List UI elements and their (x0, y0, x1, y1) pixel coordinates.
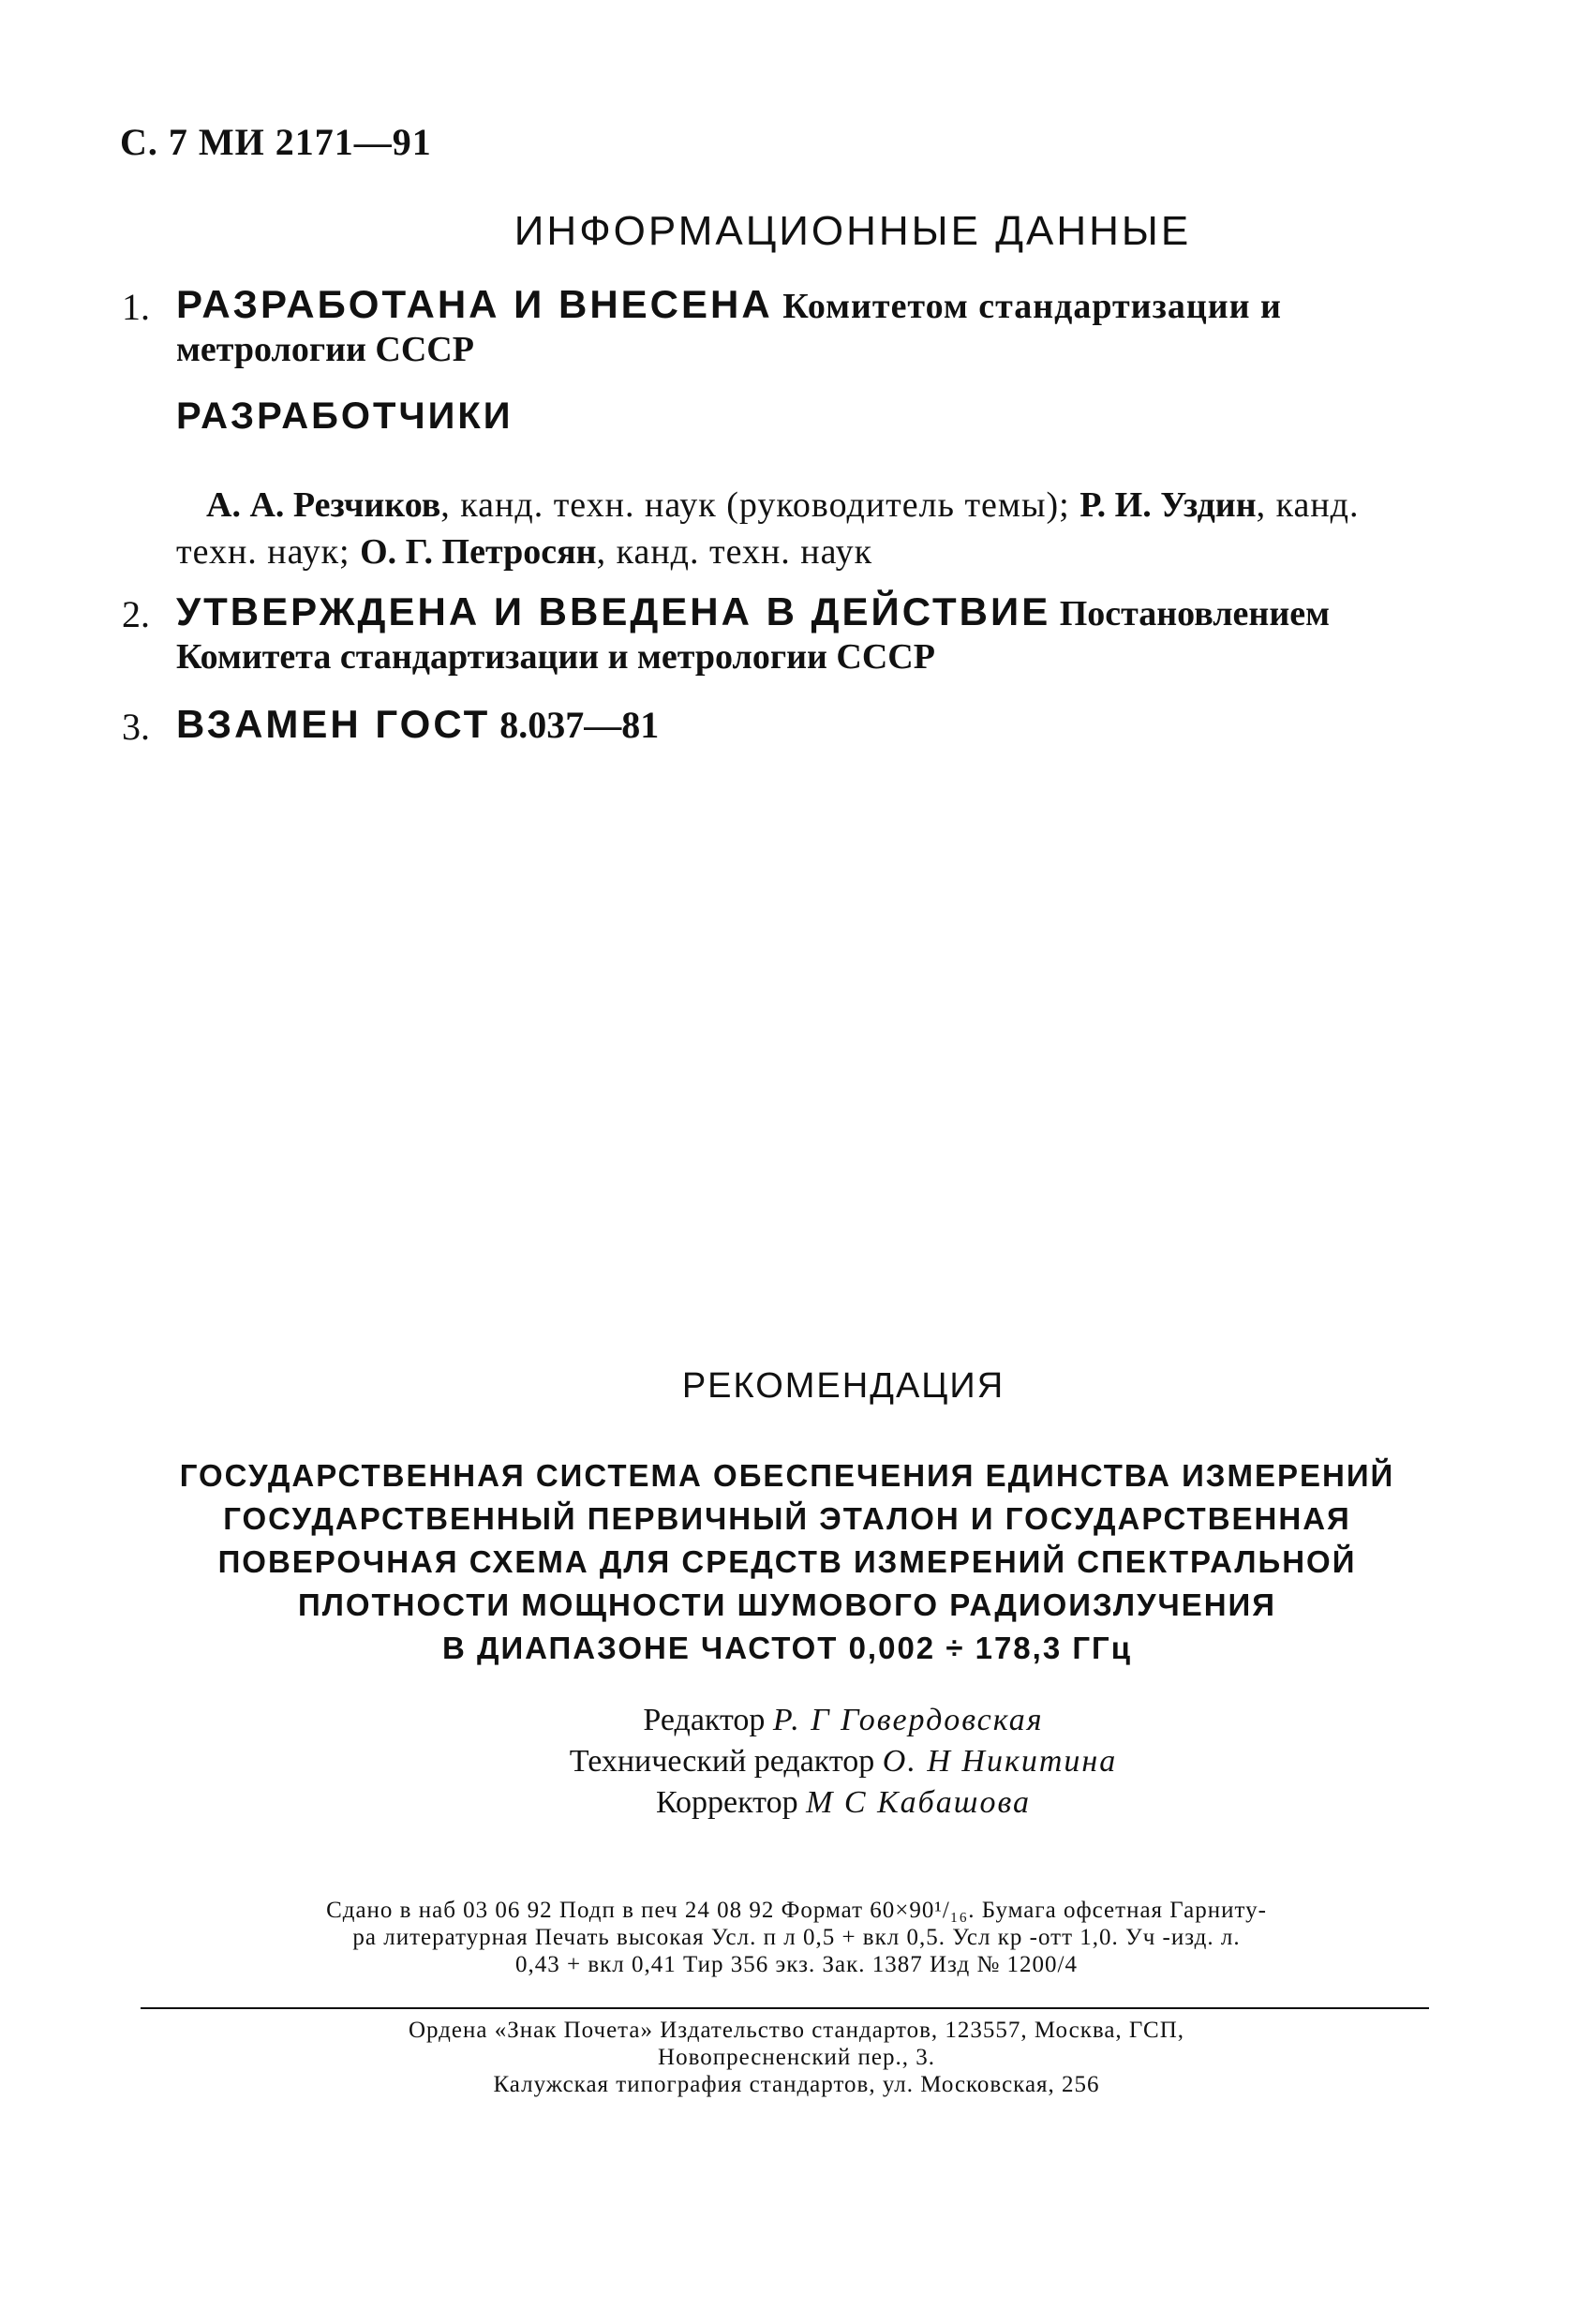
credit-name: М С Кабашова (806, 1785, 1031, 1820)
item-2-caps: УТВЕРЖДЕНА И ВВЕДЕНА В ДЕЙСТВИЕ (176, 589, 1051, 633)
imprint (141, 1897, 1452, 1978)
item-1-text-a: Комитетом стандартизации и (772, 287, 1282, 326)
recommendation-line: В ДИАПАЗОНЕ ЧАСТОТ 0,002 ÷ 178,3 ГГц (441, 1631, 1133, 1665)
item-1-number: 1. (122, 286, 150, 328)
item-2-text-a: Постановлением (1050, 594, 1330, 633)
publisher-line: Новопресненский пер., 3. (658, 2045, 935, 2070)
developer-3-name: О. Г. Петросян (360, 532, 597, 572)
item-1-text (176, 283, 1432, 371)
developers-list (176, 482, 1432, 575)
divider-rule (141, 2007, 1429, 2009)
developer-2-role: , канд. техн. наук; (176, 485, 1360, 572)
recommendation-line: ГОСУДАРСТВЕННЫЙ ПЕРВИЧНЫЙ ЭТАЛОН И ГОСУДАРСТВЕННАЯ (223, 1501, 1351, 1536)
credit-role: Технический редактор (569, 1744, 883, 1779)
recommendation-line: ПОВЕРОЧНАЯ СХЕМА ДЛЯ СРЕДСТВ ИЗМЕРЕНИЙ СПЕКТРАЛЬНОЙ (217, 1544, 1357, 1579)
credits (0, 1700, 1593, 1824)
item-2-number: 2. (122, 593, 150, 635)
developer-1-name: А. А. Резчиков (206, 485, 441, 525)
credit-tech-editor (94, 1741, 1593, 1782)
imprint-line: 0,43 + вкл 0,41 Тир 356 экз. Зак. 1387 Изд № 1200/4 (515, 1952, 1078, 1977)
recommendation-title: РЕКОМЕНДАЦИЯ (681, 1366, 1005, 1406)
info-data-title: ИНФОРМАЦИОННЫЕ ДАННЫЕ (514, 208, 1192, 254)
item-1-caps: РАЗРАБОТАНА И ВНЕСЕНА (176, 282, 773, 326)
recommendation-line: ПЛОТНОСТИ МОЩНОСТИ ШУМОВОГО РАДИОИЗЛУЧЕНИЯ (297, 1587, 1276, 1622)
publisher-line: Калужская типография стандартов, ул. Московская, 256 (493, 2072, 1100, 2097)
item-1-text-b: метрологии СССР (176, 330, 474, 369)
publisher-info (141, 2017, 1452, 2098)
credit-name: Р. Г Говердовская (772, 1703, 1044, 1737)
developer-1-role: , канд. техн. наук (руководитель темы); (440, 485, 1080, 525)
imprint-line: ра литературная Печать высокая Усл. п л 0,5 + вкл 0,5. Усл кр -отт 1,0. Уч -изд. л. (352, 1925, 1241, 1950)
recommendation-line: ГОСУДАРСТВЕННАЯ СИСТЕМА ОБЕСПЕЧЕНИЯ ЕДИНСТВА ИЗМЕРЕНИЙ (179, 1458, 1395, 1493)
publisher-line: Ордена «Знак Почета» Издательство стандартов, 123557, Москва, ГСП, (408, 2018, 1185, 2043)
credit-role: Корректор (656, 1785, 807, 1820)
page-number: С. 7 МИ 2171—91 (120, 121, 432, 163)
credit-name: О. Н Никитина (882, 1744, 1118, 1779)
recommendation-body (131, 1454, 1443, 1670)
credit-role: Редактор (643, 1703, 773, 1737)
item-2-text (176, 590, 1432, 678)
imprint-line: Сдано в наб 03 06 92 Подп в печ 24 08 92 Формат 60×90¹/₁₆. Бумага офсетная Гарниту- (326, 1898, 1267, 1923)
item-2-text-b: Комитета стандартизации и метрологии СССР (176, 637, 935, 677)
developers-heading: РАЗРАБОТЧИКИ (176, 395, 514, 437)
credit-proofreader (94, 1782, 1593, 1824)
item-3-number: 3. (122, 706, 150, 748)
item-3-text-a: 8.037—81 (490, 704, 660, 746)
item-3-caps: ВЗАМЕН ГОСТ (176, 702, 491, 746)
developer-3-role: , канд. техн. наук (596, 532, 873, 572)
credit-editor (94, 1700, 1593, 1741)
developer-2-name: Р. И. Уздин (1079, 485, 1257, 525)
item-3-text (176, 703, 1432, 748)
